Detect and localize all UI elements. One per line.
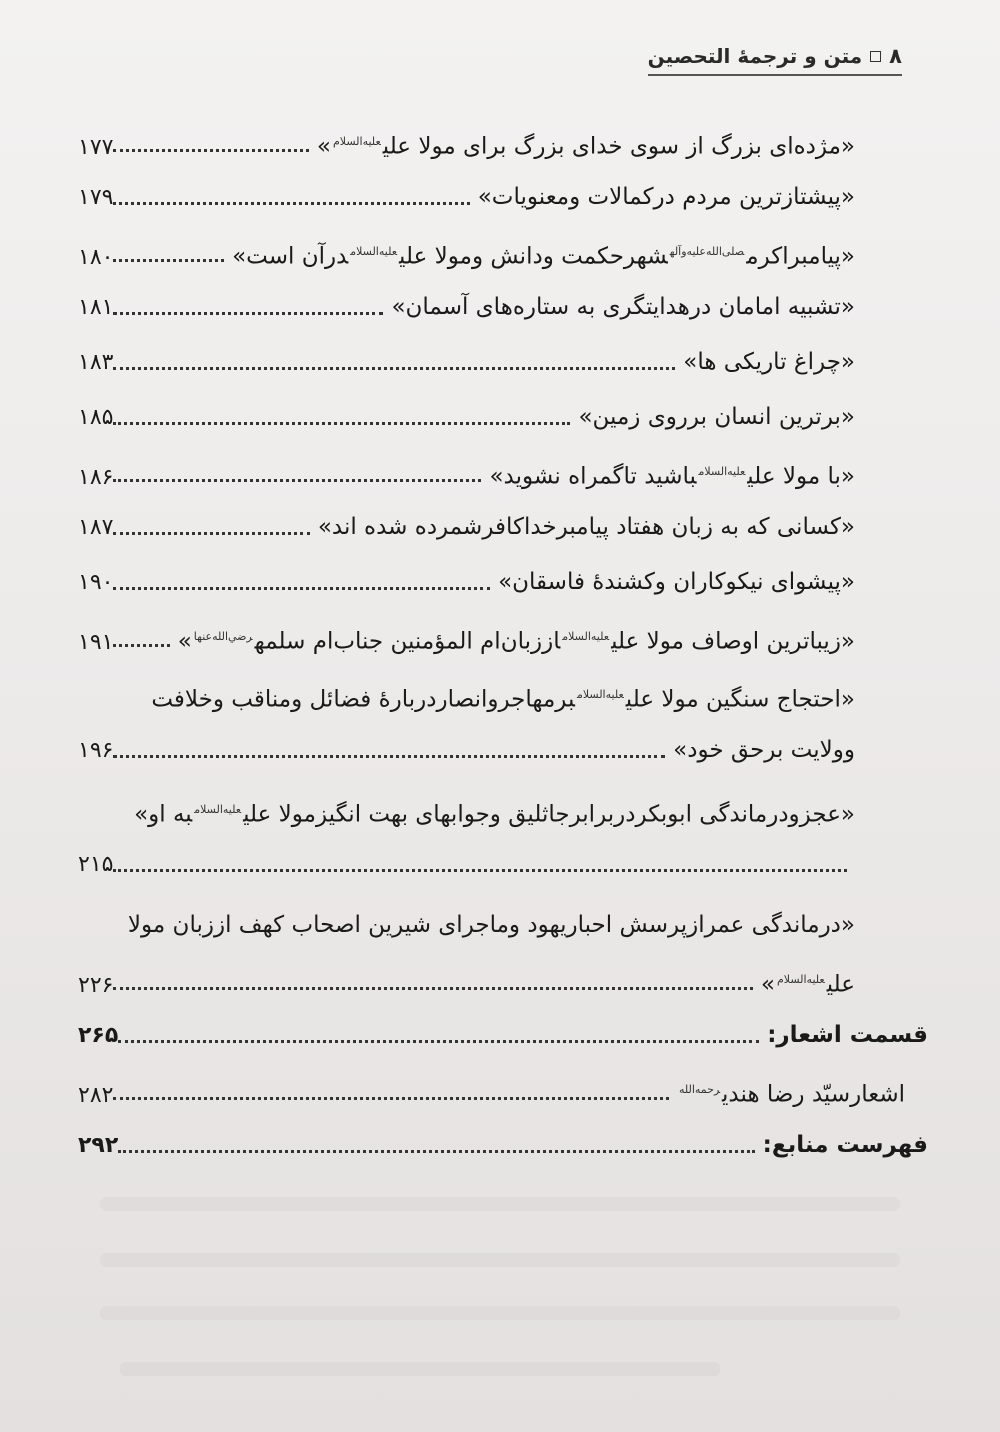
toc-entry-line1[interactable]: «درماندگی عمرازپرسش احباریهود وماجرای شیرین اصحاب کهف اززبان مولا: [127, 912, 855, 938]
toc-entry[interactable]: [78, 402, 855, 433]
toc-entry-title: وولایت برحق خود»: [673, 737, 855, 763]
toc-page-number: ۲۸۲: [78, 1082, 114, 1108]
toc-entry-title: «مژده‌ای بزرگ از سوی خدای بزرگ برای مولا علی$^{عليه‌السلام}$»: [316, 133, 855, 160]
toc-entry[interactable]: [78, 237, 855, 273]
dot-leader: [113, 201, 469, 205]
toc-subentry-poet[interactable]: [78, 1075, 905, 1111]
toc-entry[interactable]: [78, 457, 855, 493]
toc-page-number: ۱۷۷: [78, 134, 114, 160]
toc-page-number: ۱۸۵: [78, 405, 114, 430]
honorific-umm-salama-icon: رضي‌الله‌عنها: [193, 630, 253, 643]
toc-page-number: ۱۸۱: [78, 295, 114, 320]
toc-entry-title: «برترین انسان برروی زمین»: [578, 404, 855, 430]
toc-entry[interactable]: [78, 965, 855, 1001]
dot-leader: [113, 1096, 669, 1100]
toc-page-number: ۲۹۲: [78, 1133, 119, 1158]
toc-entry[interactable]: [78, 512, 855, 543]
toc-page-number: ۱۸۷: [78, 515, 114, 540]
show-through-line: [120, 1362, 720, 1376]
toc-entry[interactable]: [78, 182, 855, 213]
toc-entry[interactable]: [78, 292, 855, 323]
square-ornament-icon: [870, 51, 881, 62]
toc-page-number: ۱۹۱: [78, 629, 114, 655]
toc-entry-title: اشعارسیّد رضا هندی$^{رحمه‌الله}$: [678, 1081, 905, 1108]
running-head: [648, 44, 902, 76]
toc-section-poems[interactable]: [78, 1020, 928, 1051]
toc-page-number: ۱۹۶: [78, 738, 114, 763]
toc-page-number: ۱۷۹: [78, 185, 114, 210]
book-title: متن و ترجمهٔ التحصین: [647, 44, 863, 68]
show-through-line: [100, 1306, 900, 1320]
toc-page-number: ۲۱۵: [78, 852, 114, 877]
page-folio: ۸: [889, 44, 902, 68]
honorific-ali-icon: عليه‌السلام: [350, 245, 398, 258]
honorific-prophet-icon: صلى‌الله‌عليه‌وآله: [669, 245, 745, 258]
toc-entry-title: «کسانی که به زبان هفتاد پیامبرخداکافرشمرده شده اند»: [317, 514, 855, 540]
toc-entry[interactable]: [78, 622, 855, 658]
toc-entry-title: «پیشوای نیکوکاران وکشندهٔ فاسقان»: [498, 569, 855, 595]
toc-page-number: ۲۶۵: [78, 1023, 119, 1048]
dot-leader: [118, 1039, 759, 1043]
toc-section-title: فهرست منابع:: [762, 1132, 928, 1158]
show-through-line: [100, 1197, 900, 1211]
toc-entry[interactable]: [78, 735, 855, 766]
toc-entry[interactable]: [78, 127, 855, 163]
toc-page-number: ۲۲۶: [78, 972, 114, 998]
honorific-ali-icon: عليه‌السلام: [332, 135, 381, 148]
dot-leader: [113, 478, 481, 482]
toc-page-number: ۱۹۰: [78, 570, 114, 595]
honorific-rahmatullah-icon: رحمه‌الله: [678, 1083, 721, 1096]
dot-leader: [113, 366, 675, 370]
honorific-ali-icon: عليه‌السلام: [698, 465, 746, 478]
toc-page-number: ۱۸۳: [78, 350, 114, 375]
toc-entry[interactable]: [78, 850, 855, 880]
dot-leader: [113, 986, 752, 990]
dot-leader: [113, 148, 308, 152]
dot-leader: [113, 258, 224, 262]
toc-page-number: ۱۸۰: [78, 244, 114, 270]
dot-leader: [118, 1149, 754, 1153]
honorific-ali-icon: عليه‌السلام: [776, 973, 825, 986]
honorific-ali-icon: عليه‌السلام: [194, 803, 242, 816]
toc-section-title: قسمت اشعار:: [767, 1022, 928, 1048]
dot-leader: [113, 311, 383, 315]
toc-section-sources[interactable]: [78, 1130, 928, 1161]
toc-entry-line1[interactable]: «عجزودرماندگی ابوبکردربرابرجاثلیق وجوابهای بهت انگیزمولا علی$^{عليه‌السلام}$به او»: [134, 801, 855, 828]
toc-entry-title: «زیباترین اوصاف مولا علی$^{عليه‌السلام}$اززبان‌ام المؤمنین جناب‌ام سلمه$^{رضي‌الله‌عنها}$»: [177, 628, 855, 655]
toc-entry-title: «با مولا علی$^{عليه‌السلام}$باشید تاگمراه نشوید»: [489, 463, 855, 490]
dot-leader: [113, 531, 309, 535]
toc-entry-title: «چراغ تاریکی ها»: [683, 349, 855, 375]
dot-leader: [113, 643, 169, 647]
honorific-ali-icon: عليه‌السلام: [576, 688, 624, 701]
dot-leader: [113, 586, 490, 590]
toc-entry-title: «پیشتازترین مردم درکمالات ومعنویات»: [477, 184, 855, 210]
dot-leader: [113, 754, 665, 758]
toc-entry[interactable]: [78, 347, 855, 378]
toc-entry-title: «پیامبراکرم$^{صلى‌الله‌عليه‌وآله}$شهرحکمت ودانش ومولا علی$^{عليه‌السلام}$درآن است»: [232, 243, 855, 270]
toc-entry-line1[interactable]: «احتجاج سنگین مولا علی$^{عليه‌السلام}$برمهاجروانصاردربارهٔ فضائل ومناقب وخلافت: [151, 686, 855, 713]
toc-page-number: ۱۸۶: [78, 464, 114, 490]
show-through-line: [100, 1253, 900, 1267]
toc-entry-title: علی$^{عليه‌السلام}$»: [760, 971, 855, 998]
dot-leader: [113, 421, 570, 425]
toc-entry[interactable]: [78, 567, 855, 598]
honorific-ali-icon: عليه‌السلام: [562, 630, 610, 643]
dot-leader: [113, 868, 847, 872]
toc-entry-title: «تشبیه امامان درهدایتگری به ستاره‌های آسمان»: [391, 294, 855, 320]
